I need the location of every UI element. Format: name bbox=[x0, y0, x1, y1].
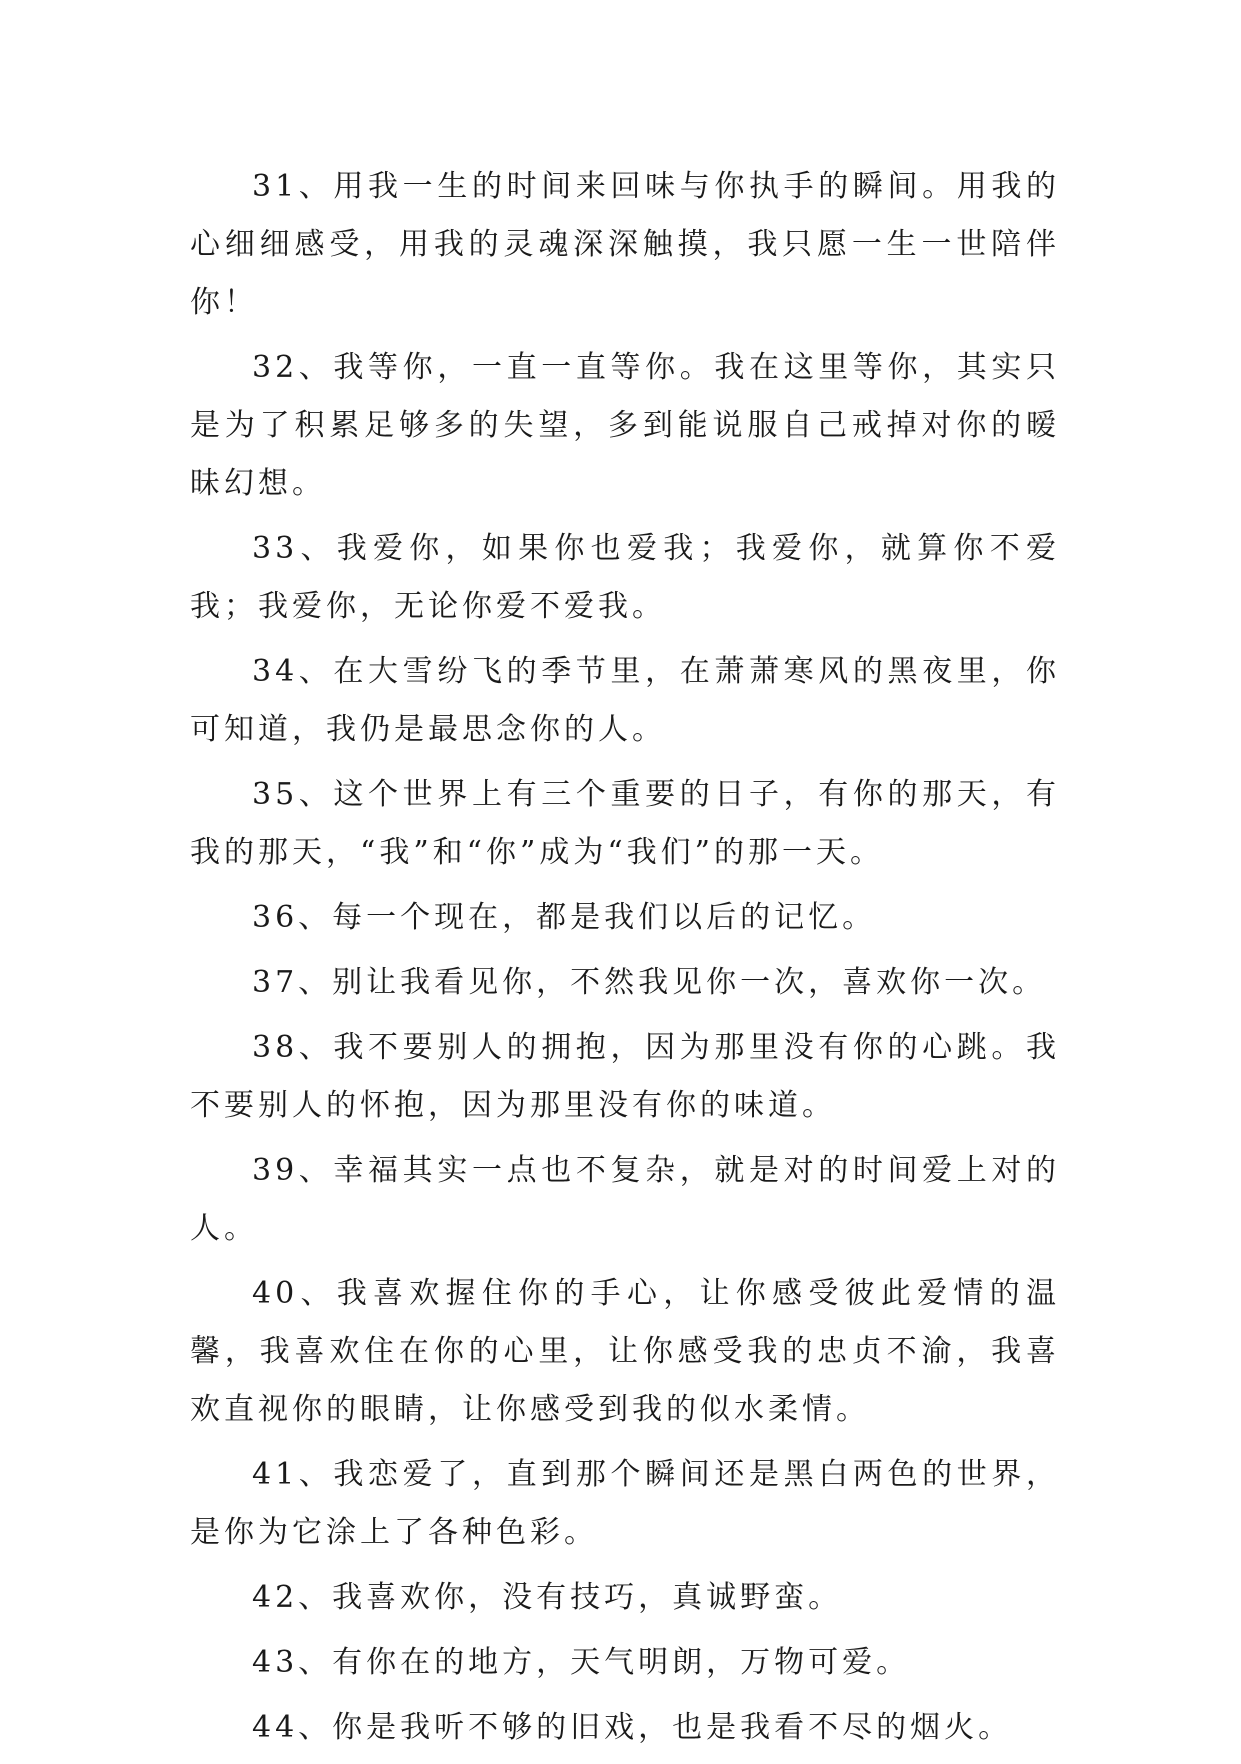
paragraph-40: 40、我喜欢握住你的手心，让你感受彼此爱情的温馨，我喜欢住在你的心里，让你感受我的忠贞不渝，我喜欢直视你的眼睛，让你感受到我的似水柔情。 bbox=[190, 1276, 1060, 1427]
paragraph-41: 41、我恋爱了，直到那个瞬间还是黑白两色的世界，是你为它涂上了各种色彩。 bbox=[190, 1457, 1060, 1550]
paragraph-31: 31、用我一生的时间来回味与你执手的瞬间。用我的心细细感受，用我的灵魂深深触摸，我只愿一生一世陪伴你！ bbox=[190, 169, 1060, 320]
paragraph-33: 33、我爱你，如果你也爱我；我爱你，就算你不爱我；我爱你，无论你爱不爱我。 bbox=[190, 531, 1060, 624]
paragraph-34: 34、在大雪纷飞的季节里，在萧萧寒风的黑夜里，你可知道，我仍是最思念你的人。 bbox=[190, 654, 1060, 747]
paragraph-38: 38、我不要别人的拥抱，因为那里没有你的心跳。我不要别人的怀抱，因为那里没有你的味道。 bbox=[190, 1030, 1060, 1123]
paragraph-43: 43、有你在的地方，天气明朗，万物可爱。 bbox=[252, 1645, 911, 1680]
paragraph-44: 44、你是我听不够的旧戏，也是我看不尽的烟火。 bbox=[252, 1710, 1013, 1745]
document-body bbox=[190, 158, 1060, 1764]
paragraph-37: 37、别让我看见你，不然我见你一次，喜欢你一次。 bbox=[252, 965, 1047, 1000]
paragraph-36: 36、每一个现在，都是我们以后的记忆。 bbox=[252, 900, 877, 935]
paragraph-35: 35、这个世界上有三个重要的日子，有你的那天，有我的那天，“我”和“你”成为“我们”的那一天。 bbox=[190, 777, 1060, 870]
paragraph-42: 42、我喜欢你，没有技巧，真诚野蛮。 bbox=[252, 1580, 843, 1615]
paragraph-39: 39、幸福其实一点也不复杂，就是对的时间爱上对的人。 bbox=[190, 1153, 1060, 1246]
paragraph-32: 32、我等你，一直一直等你。我在这里等你，其实只是为了积累足够多的失望，多到能说服自己戒掉对你的暧昧幻想。 bbox=[190, 350, 1060, 501]
